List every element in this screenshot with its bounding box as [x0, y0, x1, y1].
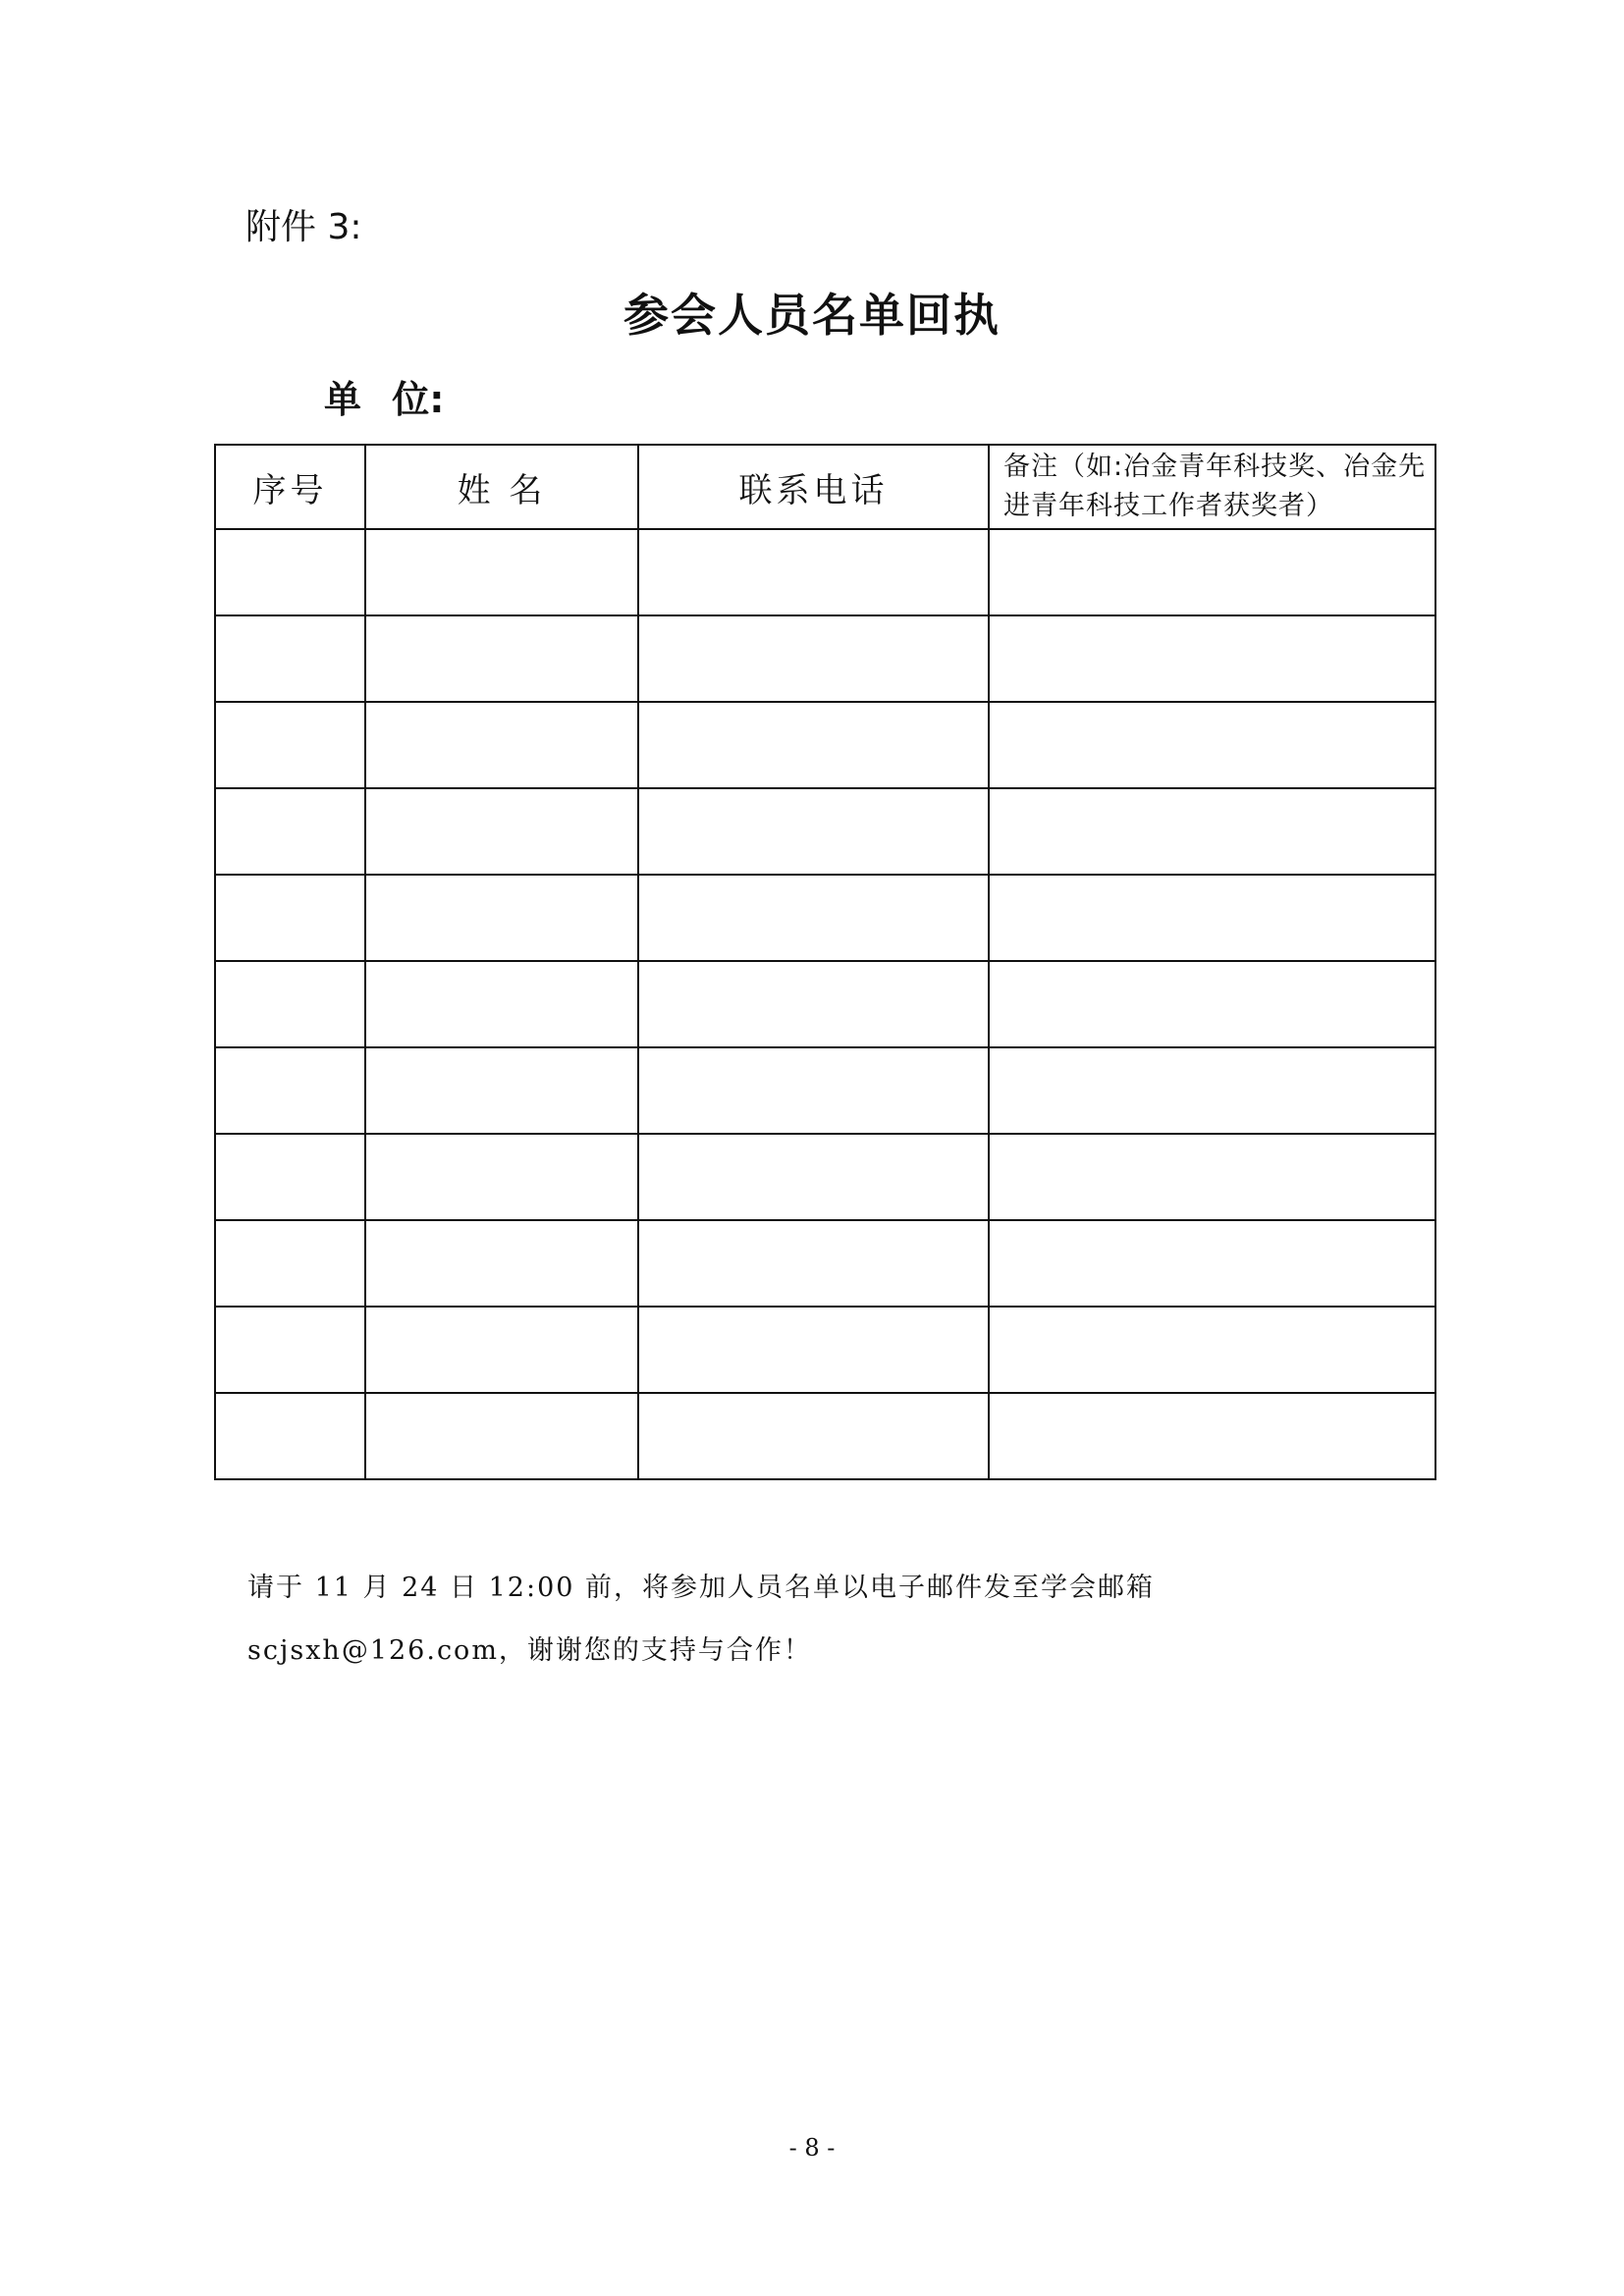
cell-index[interactable] — [215, 1134, 365, 1220]
table-row — [215, 1393, 1435, 1479]
table-row — [215, 529, 1435, 615]
table-row — [215, 1307, 1435, 1393]
cell-name[interactable] — [365, 615, 638, 702]
cell-phone[interactable] — [638, 788, 989, 875]
cell-index[interactable] — [215, 1307, 365, 1393]
cell-remark[interactable] — [989, 702, 1435, 788]
cell-name[interactable] — [365, 875, 638, 961]
table-row — [215, 1134, 1435, 1220]
cell-name[interactable] — [365, 1393, 638, 1479]
table-row — [215, 875, 1435, 961]
cell-remark[interactable] — [989, 1307, 1435, 1393]
table-row — [215, 788, 1435, 875]
header-index: 序号 — [215, 445, 365, 529]
cell-remark[interactable] — [989, 529, 1435, 615]
attendee-table — [214, 444, 1436, 1480]
table-row — [215, 702, 1435, 788]
cell-name[interactable] — [365, 788, 638, 875]
cell-remark[interactable] — [989, 1134, 1435, 1220]
cell-phone[interactable] — [638, 1047, 989, 1134]
cell-phone[interactable] — [638, 961, 989, 1047]
header-phone: 联系电话 — [638, 445, 989, 529]
cell-index[interactable] — [215, 702, 365, 788]
cell-remark[interactable] — [989, 1047, 1435, 1134]
cell-index[interactable] — [215, 1047, 365, 1134]
cell-remark[interactable] — [989, 875, 1435, 961]
cell-remark[interactable] — [989, 961, 1435, 1047]
cell-name[interactable] — [365, 1134, 638, 1220]
cell-name[interactable] — [365, 702, 638, 788]
header-remark: 备注（如:冶金青年科技奖、冶金先进青年科技工作者获奖者） — [989, 445, 1435, 529]
cell-phone[interactable] — [638, 702, 989, 788]
cell-name[interactable] — [365, 1220, 638, 1307]
cell-phone[interactable] — [638, 1307, 989, 1393]
cell-phone[interactable] — [638, 529, 989, 615]
cell-name[interactable] — [365, 1307, 638, 1393]
cell-index[interactable] — [215, 529, 365, 615]
cell-index[interactable] — [215, 875, 365, 961]
cell-phone[interactable] — [638, 1220, 989, 1307]
cell-remark[interactable] — [989, 788, 1435, 875]
cell-name[interactable] — [365, 1047, 638, 1134]
cell-phone[interactable] — [638, 1134, 989, 1220]
table-row — [215, 961, 1435, 1047]
table-row — [215, 615, 1435, 702]
cell-name[interactable] — [365, 529, 638, 615]
document-title: 参会人员名单回执 — [623, 289, 1001, 342]
cell-index[interactable] — [215, 1220, 365, 1307]
cell-index[interactable] — [215, 1393, 365, 1479]
cell-name[interactable] — [365, 961, 638, 1047]
unit-label: 单 位: — [324, 378, 445, 421]
cell-remark[interactable] — [989, 1393, 1435, 1479]
cell-index[interactable] — [215, 615, 365, 702]
cell-phone[interactable] — [638, 615, 989, 702]
submission-notice: 请于 11 月 24 日 12:00 前，将参加人员名单以电子邮件发至学会邮箱 scjsxh@126.com，谢谢您的支持与合作！ — [247, 1573, 1156, 1666]
table-row — [215, 1220, 1435, 1307]
header-name: 姓 名 — [365, 445, 638, 529]
attachment-label: 附件 3: — [245, 207, 362, 247]
table-header-row — [215, 445, 1435, 529]
cell-index[interactable] — [215, 788, 365, 875]
cell-remark[interactable] — [989, 615, 1435, 702]
cell-phone[interactable] — [638, 1393, 989, 1479]
cell-index[interactable] — [215, 961, 365, 1047]
cell-phone[interactable] — [638, 875, 989, 961]
page-number: - 8 - — [788, 2134, 836, 2162]
table-row — [215, 1047, 1435, 1134]
cell-remark[interactable] — [989, 1220, 1435, 1307]
table-body — [215, 529, 1435, 1479]
